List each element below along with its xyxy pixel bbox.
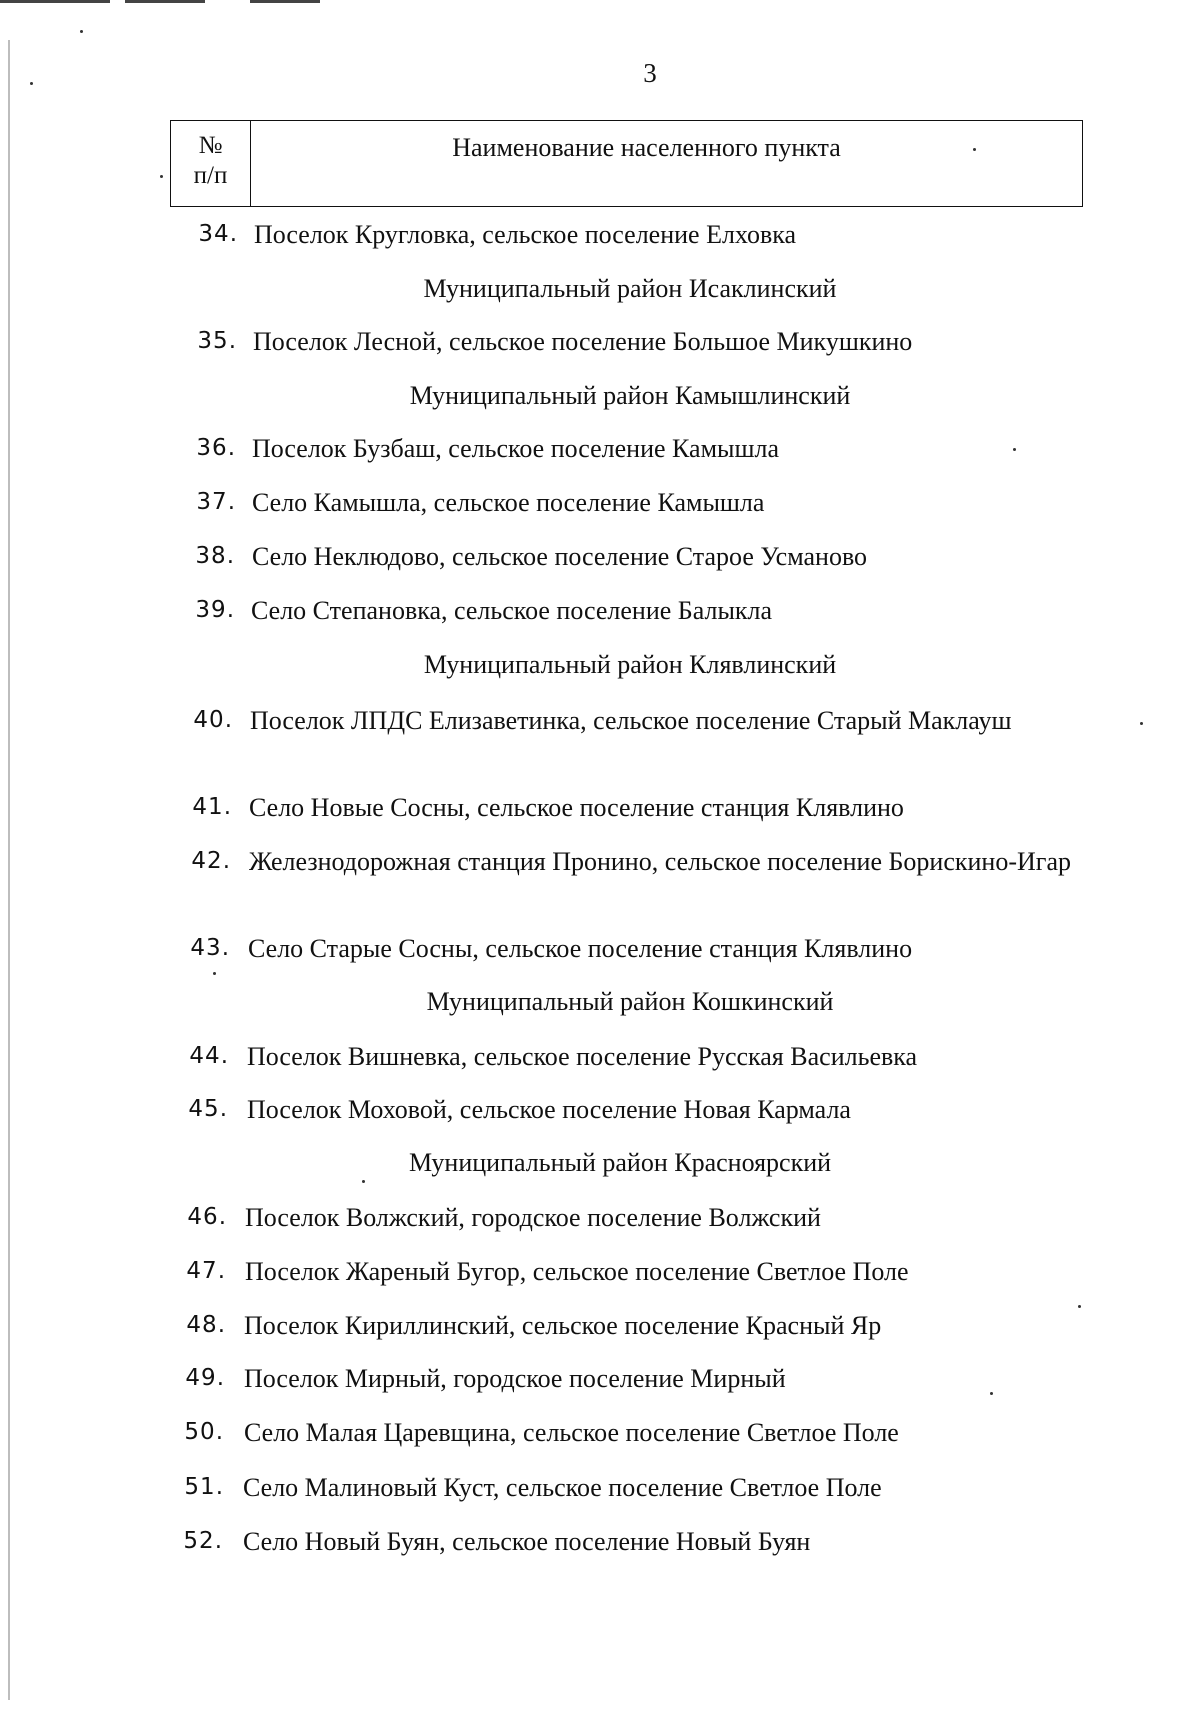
scan-speck: [1013, 448, 1016, 451]
item-number: 50.: [184, 1419, 224, 1445]
number-abbrev: п/п: [193, 162, 228, 189]
scan-speck: [80, 30, 83, 33]
section-heading: Муниципальный район Кошкинский: [426, 987, 834, 1016]
item-text: Поселок Кириллинский, сельское поселение Красный Яр: [244, 1311, 882, 1340]
item-text: Село Степановка, сельское поселение Балыкла: [251, 596, 773, 625]
item-text: Село Новые Сосны, сельское поселение станция Клявлино: [249, 793, 904, 822]
item-number: 45.: [188, 1096, 228, 1122]
section-heading: Муниципальный район Камышлинский: [409, 381, 851, 410]
scan-speck: [30, 82, 33, 85]
item-text: Поселок ЛПДС Елизаветинка, сельское поселение Старый Маклауш: [250, 706, 1012, 735]
scan-speck: [1140, 722, 1143, 725]
item-text: Поселок Мирный, городское поселение Мирный: [244, 1364, 786, 1393]
item-text: Село Малая Царевщина, сельское поселение Светлое Поле: [244, 1418, 899, 1447]
item-number: 39.: [195, 597, 235, 623]
item-number: 42.: [191, 848, 231, 874]
item-number: 44.: [189, 1043, 229, 1069]
scan-speck: [973, 148, 976, 151]
section-heading: Муниципальный район Исаклинский: [423, 274, 837, 303]
scan-speck: [1078, 1305, 1081, 1308]
item-number: 51.: [184, 1474, 224, 1500]
scan-top-strip: [125, 0, 205, 3]
item-text: Поселок Жареный Бугор, сельское поселение Светлое Поле: [245, 1257, 909, 1286]
item-number: 47.: [186, 1258, 226, 1284]
table-header-number-cell: [171, 121, 251, 206]
item-text: Село Камышла, сельское поселение Камышла: [252, 488, 765, 517]
table-header: [170, 120, 1083, 207]
item-text: Село Малиновый Куст, сельское поселение Светлое Поле: [243, 1473, 882, 1502]
scan-top-strip: [250, 0, 320, 3]
number-sign: №: [198, 132, 223, 159]
item-text: Поселок Лесной, сельское поселение Большое Микушкино: [253, 327, 913, 356]
item-number: 49.: [185, 1365, 225, 1391]
item-number: 38.: [195, 543, 235, 569]
table-header-name-cell: Наименование населенного пункта: [452, 133, 841, 162]
item-text: Железнодорожная станция Пронино, сельское поселение Борискино-Игар: [249, 847, 1071, 876]
item-text: Село Неклюдово, сельское поселение Старое Усманово: [252, 542, 868, 571]
item-number: 43.: [190, 935, 230, 961]
page-number: 3: [643, 58, 657, 88]
item-text: Поселок Волжский, городское поселение Волжский: [245, 1203, 821, 1232]
item-number: 34.: [198, 221, 238, 247]
section-heading: Муниципальный район Клявлинский: [423, 650, 837, 679]
item-text: Поселок Бузбаш, сельское поселение Камышла: [252, 434, 780, 463]
scan-speck: [362, 1180, 365, 1183]
item-text: Поселок Вишневка, сельское поселение Русская Васильевка: [247, 1042, 918, 1071]
item-number: 37.: [196, 489, 236, 515]
section-heading: Муниципальный район Красноярский: [408, 1148, 832, 1177]
item-number: 36.: [196, 435, 236, 461]
item-number: 35.: [197, 328, 237, 354]
item-number: 48.: [186, 1312, 226, 1338]
item-text: Село Старые Сосны, сельское поселение станция Клявлино: [248, 934, 913, 963]
item-number: 41.: [192, 794, 232, 820]
scan-top-strip: [0, 0, 110, 3]
item-number: 46.: [187, 1204, 227, 1230]
scan-speck: [160, 175, 163, 178]
item-number: 52.: [183, 1528, 223, 1554]
item-text: Село Новый Буян, сельское поселение Новый Буян: [243, 1527, 811, 1556]
item-number: 40.: [193, 707, 233, 733]
item-text: Поселок Кругловка, сельское поселение Елховка: [254, 220, 797, 249]
scan-speck: [213, 972, 216, 975]
scan-speck: [990, 1392, 993, 1395]
item-text: Поселок Моховой, сельское поселение Новая Кармала: [247, 1095, 851, 1124]
